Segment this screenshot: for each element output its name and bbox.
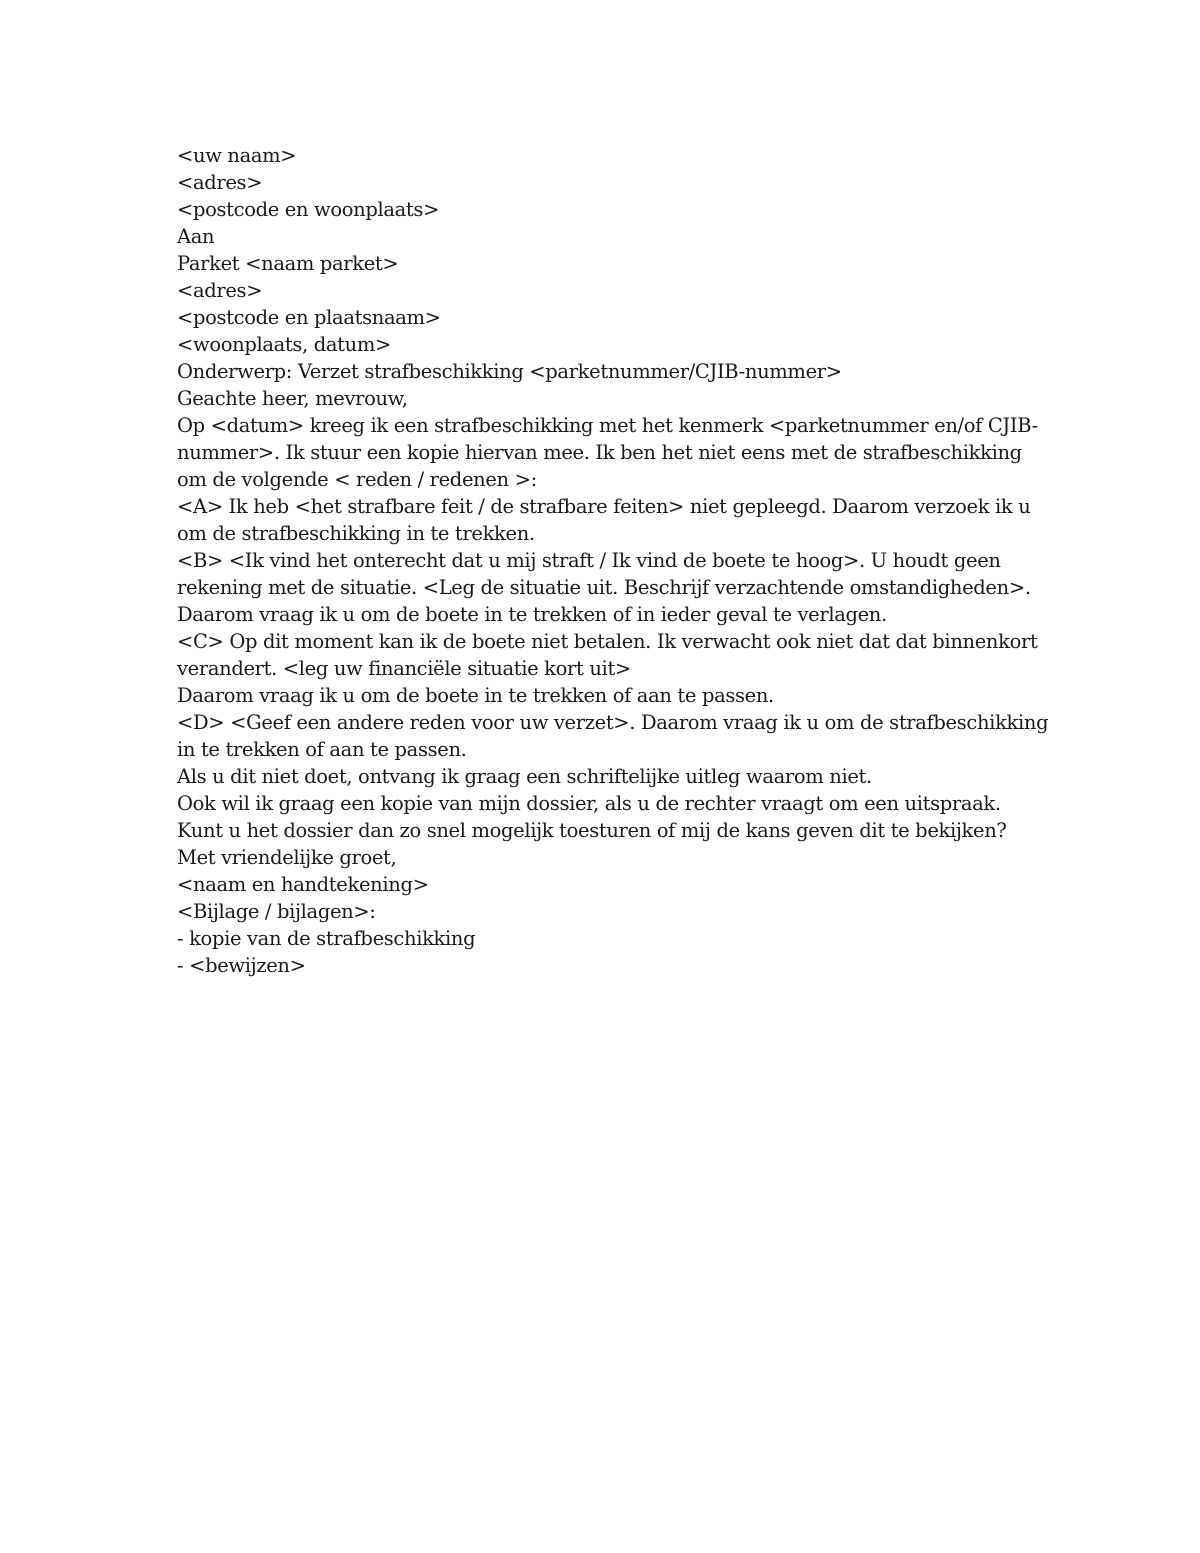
recipient-postcode: <postcode en plaatsnaam> xyxy=(177,306,441,329)
sender-address: <adres> xyxy=(177,171,263,194)
reason-c-line: <C> Op dit moment kan ik de boete niet betalen. Ik verwacht ook niet dat dat binnenkort xyxy=(177,630,1038,653)
body-line: Op <datum> kreeg ik een strafbeschikking met het kenmerk <parketnummer en/of CJIB- xyxy=(177,414,1038,437)
body-line: Als u dit niet doet, ontvang ik graag een schriftelijke uitleg waarom niet. xyxy=(177,765,872,788)
body-line: om de volgende < reden / redenen >: xyxy=(177,468,537,491)
reason-b-line: <B> <Ik vind het onterecht dat u mij straft / Ik vind de boete te hoog>. U houdt geen xyxy=(177,549,1001,572)
body-line: Kunt u het dossier dan zo snel mogelijk toesturen of mij de kans geven dit te bekijken? xyxy=(177,819,1007,842)
sender-name: <uw naam> xyxy=(177,144,297,167)
reason-d-line: in te trekken of aan te passen. xyxy=(177,738,467,761)
reason-a-line: <A> Ik heb <het strafbare feit / de strafbare feiten> niet gepleegd. Daarom verzoek ik u xyxy=(177,495,1031,518)
subject-line: Onderwerp: Verzet strafbeschikking <parketnummer/CJIB-nummer> xyxy=(177,360,842,383)
attachment-item: - kopie van de strafbeschikking xyxy=(177,927,476,950)
reason-b-line: Daarom vraag ik u om de boete in te trekken of in ieder geval te verlagen. xyxy=(177,603,887,626)
body-line: Ook wil ik graag een kopie van mijn dossier, als u de rechter vraagt om een uitspraak. xyxy=(177,792,1001,815)
recipient-name: Parket <naam parket> xyxy=(177,252,399,275)
attachment-item: - <bewijzen> xyxy=(177,954,306,977)
salutation: Geachte heer, mevrouw, xyxy=(177,387,408,410)
signature: <naam en handtekening> xyxy=(177,873,429,896)
recipient-label: Aan xyxy=(177,225,215,248)
reason-d-line: <D> <Geef een andere reden voor uw verzet>. Daarom vraag ik u om de strafbeschikking xyxy=(177,711,1049,734)
recipient-address: <adres> xyxy=(177,279,263,302)
reason-a-line: om de strafbeschikking in te trekken. xyxy=(177,522,535,545)
reason-c-line: verandert. <leg uw financiële situatie kort uit> xyxy=(177,657,631,680)
attachments-heading: <Bijlage / bijlagen>: xyxy=(177,900,376,923)
place-date: <woonplaats, datum> xyxy=(177,333,391,356)
sender-postcode: <postcode en woonplaats> xyxy=(177,198,440,221)
closing: Met vriendelijke groet, xyxy=(177,846,397,869)
letter-body xyxy=(177,142,1049,979)
reason-c-line: Daarom vraag ik u om de boete in te trekken of aan te passen. xyxy=(177,684,774,707)
reason-b-line: rekening met de situatie. <Leg de situatie uit. Beschrijf verzachtende omstandigheden>. xyxy=(177,576,1031,599)
body-line: nummer>. Ik stuur een kopie hiervan mee. Ik ben het niet eens met de strafbeschikking xyxy=(177,441,1022,464)
